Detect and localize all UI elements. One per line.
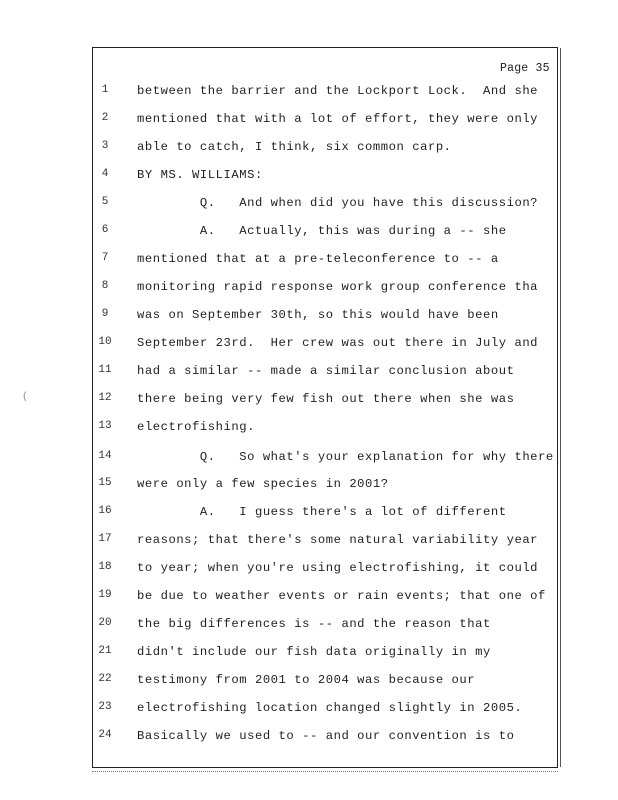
- transcript-line: A. I guess there's a lot of different: [137, 505, 507, 519]
- transcript-line: Basically we used to -- and our convention is to: [137, 729, 515, 743]
- line-number: 7: [101, 252, 109, 264]
- line-number: 18: [98, 561, 112, 573]
- transcript-line: mentioned that at a pre-teleconference to -- a: [137, 252, 499, 266]
- line-number: 11: [98, 364, 112, 376]
- line-number: 16: [98, 505, 112, 517]
- scan-speck: (: [22, 392, 29, 403]
- line-number: 10: [98, 336, 112, 348]
- footer-rule: [92, 771, 558, 772]
- line-number: 17: [98, 533, 112, 545]
- transcript-line: didn't include our fish data originally in my: [137, 645, 491, 659]
- line-number: 9: [101, 308, 109, 320]
- page-number: Page 35: [500, 62, 550, 75]
- transcript-line: electrofishing location changed slightly in 2005.: [137, 701, 523, 715]
- line-number: 23: [98, 701, 112, 713]
- line-number: 3: [101, 140, 109, 152]
- transcript-line: be due to weather events or rain events; that one of: [137, 589, 546, 603]
- line-number: 12: [98, 392, 112, 404]
- line-number: 15: [98, 477, 112, 489]
- line-number: 24: [98, 729, 112, 741]
- transcript-line: monitoring rapid response work group conference tha: [137, 280, 539, 294]
- page-border: [92, 47, 558, 768]
- transcript-line: had a similar -- made a similar conclusion about: [137, 364, 515, 378]
- line-number: 20: [98, 617, 112, 629]
- transcript-line: September 23rd. Her crew was out there in July and: [137, 336, 539, 350]
- transcript-line: to year; when you're using electrofishing, it could: [137, 561, 539, 575]
- transcript-line: reasons; that there's some natural variability year: [137, 533, 539, 547]
- line-number: 2: [101, 112, 109, 124]
- transcript-line: were only a few species in 2001?: [137, 477, 389, 491]
- transcript-line: was on September 30th, so this would have been: [137, 308, 499, 322]
- line-number: 8: [101, 280, 109, 292]
- transcript-line: Q. And when did you have this discussion?: [137, 196, 539, 210]
- line-number: 21: [98, 645, 112, 657]
- transcript-line: Q. So what's your explanation for why there: [137, 450, 554, 464]
- line-number: 19: [98, 589, 112, 601]
- transcript-line: the big differences is -- and the reason that: [137, 617, 491, 631]
- line-number: 13: [98, 420, 112, 432]
- transcript-line: mentioned that with a lot of effort, they were only: [137, 112, 539, 126]
- transcript-line: electrofishing.: [137, 420, 255, 434]
- line-number: 14: [98, 450, 112, 462]
- line-number: 6: [101, 224, 109, 236]
- line-number: 1: [101, 84, 109, 96]
- transcript-line: able to catch, I think, six common carp.: [137, 140, 452, 154]
- line-number: 22: [98, 673, 112, 685]
- transcript-line: between the barrier and the Lockport Lock. And she: [137, 84, 539, 98]
- line-number: 5: [101, 196, 109, 208]
- transcript-line: testimony from 2001 to 2004 was because our: [137, 673, 476, 687]
- line-number: 4: [101, 168, 109, 180]
- transcript-line: there being very few fish out there when she was: [137, 392, 515, 406]
- transcript-line: BY MS. WILLIAMS:: [137, 168, 263, 182]
- transcript-line: A. Actually, this was during a -- she: [137, 224, 507, 238]
